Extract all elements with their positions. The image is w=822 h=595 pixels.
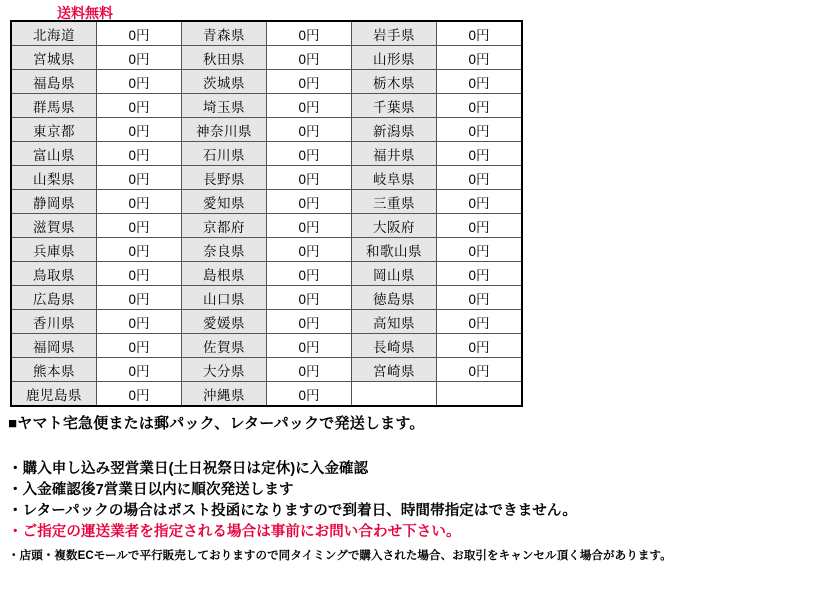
prefecture-cell: 北海道 bbox=[11, 21, 97, 46]
table-row bbox=[11, 46, 522, 70]
prefecture-cell: 新潟県 bbox=[352, 118, 437, 142]
prefecture-cell: 岡山県 bbox=[352, 262, 437, 286]
prefecture-cell: 京都府 bbox=[182, 214, 267, 238]
fee-cell: 0円 bbox=[437, 358, 523, 382]
prefecture-cell: 愛媛県 bbox=[182, 310, 267, 334]
prefecture-cell: 群馬県 bbox=[11, 94, 97, 118]
table-row bbox=[11, 166, 522, 190]
fee-cell: 0円 bbox=[437, 262, 523, 286]
fee-cell: 0円 bbox=[97, 214, 182, 238]
fee-cell: 0円 bbox=[97, 142, 182, 166]
fee-cell: 0円 bbox=[267, 238, 352, 262]
prefecture-cell: 石川県 bbox=[182, 142, 267, 166]
prefecture-cell: 岩手県 bbox=[352, 21, 437, 46]
fee-cell: 0円 bbox=[267, 70, 352, 94]
prefecture-cell: 宮城県 bbox=[11, 46, 97, 70]
prefecture-cell: 青森県 bbox=[182, 21, 267, 46]
empty-cell bbox=[352, 382, 437, 407]
fee-cell: 0円 bbox=[267, 190, 352, 214]
prefecture-cell: 富山県 bbox=[11, 142, 97, 166]
table-row bbox=[11, 358, 522, 382]
fee-cell: 0円 bbox=[97, 190, 182, 214]
table-row bbox=[11, 214, 522, 238]
prefecture-cell: 島根県 bbox=[182, 262, 267, 286]
prefecture-cell: 佐賀県 bbox=[182, 334, 267, 358]
fee-cell: 0円 bbox=[267, 334, 352, 358]
fee-cell: 0円 bbox=[267, 21, 352, 46]
table-row bbox=[11, 382, 522, 407]
prefecture-cell: 福岡県 bbox=[11, 334, 97, 358]
table-row bbox=[11, 310, 522, 334]
note-item: ・入金確認後7営業日以内に順次発送します bbox=[8, 482, 294, 498]
fee-cell: 0円 bbox=[437, 214, 523, 238]
table-row bbox=[11, 118, 522, 142]
notes-list bbox=[8, 459, 814, 566]
prefecture-cell: 宮崎県 bbox=[352, 358, 437, 382]
fee-cell: 0円 bbox=[97, 70, 182, 94]
fee-cell: 0円 bbox=[267, 214, 352, 238]
prefecture-cell: 鹿児島県 bbox=[11, 382, 97, 407]
prefecture-cell: 熊本県 bbox=[11, 358, 97, 382]
prefecture-cell: 高知県 bbox=[352, 310, 437, 334]
table-row bbox=[11, 70, 522, 94]
prefecture-cell: 栃木県 bbox=[352, 70, 437, 94]
note-item-highlighted: ・ご指定の運送業者を指定される場合は事前にお問い合わせ下さい。 bbox=[8, 524, 461, 540]
fee-cell: 0円 bbox=[267, 94, 352, 118]
table-row bbox=[11, 334, 522, 358]
table-body bbox=[11, 21, 522, 406]
fee-cell: 0円 bbox=[267, 382, 352, 407]
prefecture-cell: 兵庫県 bbox=[11, 238, 97, 262]
fee-cell: 0円 bbox=[267, 46, 352, 70]
fee-cell: 0円 bbox=[437, 70, 523, 94]
note-item: ・レターパックの場合はポスト投函になりますので到着日、時間帯指定はできません。 bbox=[8, 503, 577, 519]
prefecture-cell: 福島県 bbox=[11, 70, 97, 94]
prefecture-cell: 徳島県 bbox=[352, 286, 437, 310]
prefecture-cell: 静岡県 bbox=[11, 190, 97, 214]
fee-cell: 0円 bbox=[97, 382, 182, 407]
prefecture-cell: 山口県 bbox=[182, 286, 267, 310]
fee-cell: 0円 bbox=[437, 310, 523, 334]
fee-cell: 0円 bbox=[97, 286, 182, 310]
prefecture-cell: 山梨県 bbox=[11, 166, 97, 190]
empty-cell bbox=[437, 382, 523, 407]
fee-cell: 0円 bbox=[97, 262, 182, 286]
prefecture-cell: 福井県 bbox=[352, 142, 437, 166]
fee-cell: 0円 bbox=[97, 358, 182, 382]
table-row bbox=[11, 94, 522, 118]
prefecture-cell: 奈良県 bbox=[182, 238, 267, 262]
free-shipping-banner: 送料無料 bbox=[57, 5, 113, 21]
fee-cell: 0円 bbox=[437, 334, 523, 358]
fee-cell: 0円 bbox=[267, 118, 352, 142]
prefecture-cell: 鳥取県 bbox=[11, 262, 97, 286]
prefecture-cell: 滋賀県 bbox=[11, 214, 97, 238]
fee-cell: 0円 bbox=[267, 286, 352, 310]
prefecture-cell: 広島県 bbox=[11, 286, 97, 310]
shipping-notes bbox=[8, 412, 814, 566]
fee-cell: 0円 bbox=[97, 238, 182, 262]
fee-cell: 0円 bbox=[267, 166, 352, 190]
prefecture-cell: 愛知県 bbox=[182, 190, 267, 214]
shipping-fee-table bbox=[10, 20, 523, 407]
fee-cell: 0円 bbox=[267, 142, 352, 166]
prefecture-cell: 大分県 bbox=[182, 358, 267, 382]
prefecture-cell: 長野県 bbox=[182, 166, 267, 190]
prefecture-cell: 長崎県 bbox=[352, 334, 437, 358]
note-item: ・購入申し込み翌営業日(土日祝祭日は定休)に入金確認 bbox=[8, 461, 369, 477]
prefecture-cell: 岐阜県 bbox=[352, 166, 437, 190]
prefecture-cell: 秋田県 bbox=[182, 46, 267, 70]
fee-cell: 0円 bbox=[437, 166, 523, 190]
prefecture-cell: 和歌山県 bbox=[352, 238, 437, 262]
prefecture-cell: 三重県 bbox=[352, 190, 437, 214]
fee-cell: 0円 bbox=[97, 46, 182, 70]
prefecture-cell: 埼玉県 bbox=[182, 94, 267, 118]
prefecture-cell: 山形県 bbox=[352, 46, 437, 70]
fee-cell: 0円 bbox=[267, 262, 352, 286]
table-row bbox=[11, 21, 522, 46]
table-row bbox=[11, 190, 522, 214]
table-row bbox=[11, 286, 522, 310]
prefecture-cell: 香川県 bbox=[11, 310, 97, 334]
table-row bbox=[11, 142, 522, 166]
fee-cell: 0円 bbox=[437, 238, 523, 262]
fee-cell: 0円 bbox=[97, 94, 182, 118]
note-item-fineprint: ・店頭・複数ECモールで平行販売しておりますので同タイミングで購入された場合、お取引をキャンセル頂く場合があります。 bbox=[8, 550, 672, 562]
fee-cell: 0円 bbox=[97, 118, 182, 142]
fee-cell: 0円 bbox=[97, 21, 182, 46]
table-row bbox=[11, 262, 522, 286]
notes-heading: ■ヤマト宅急便または郵パック、レターパックで発送します。 bbox=[8, 415, 425, 432]
prefecture-cell: 沖縄県 bbox=[182, 382, 267, 407]
fee-cell: 0円 bbox=[437, 190, 523, 214]
prefecture-cell: 千葉県 bbox=[352, 94, 437, 118]
prefecture-cell: 茨城県 bbox=[182, 70, 267, 94]
fee-cell: 0円 bbox=[437, 46, 523, 70]
fee-cell: 0円 bbox=[267, 358, 352, 382]
fee-cell: 0円 bbox=[267, 310, 352, 334]
fee-cell: 0円 bbox=[437, 286, 523, 310]
prefecture-cell: 大阪府 bbox=[352, 214, 437, 238]
table-row bbox=[11, 238, 522, 262]
fee-cell: 0円 bbox=[437, 142, 523, 166]
prefecture-cell: 東京都 bbox=[11, 118, 97, 142]
fee-cell: 0円 bbox=[437, 94, 523, 118]
fee-cell: 0円 bbox=[97, 334, 182, 358]
fee-cell: 0円 bbox=[437, 118, 523, 142]
prefecture-cell: 神奈川県 bbox=[182, 118, 267, 142]
fee-cell: 0円 bbox=[97, 310, 182, 334]
fee-cell: 0円 bbox=[97, 166, 182, 190]
fee-cell: 0円 bbox=[437, 21, 523, 46]
